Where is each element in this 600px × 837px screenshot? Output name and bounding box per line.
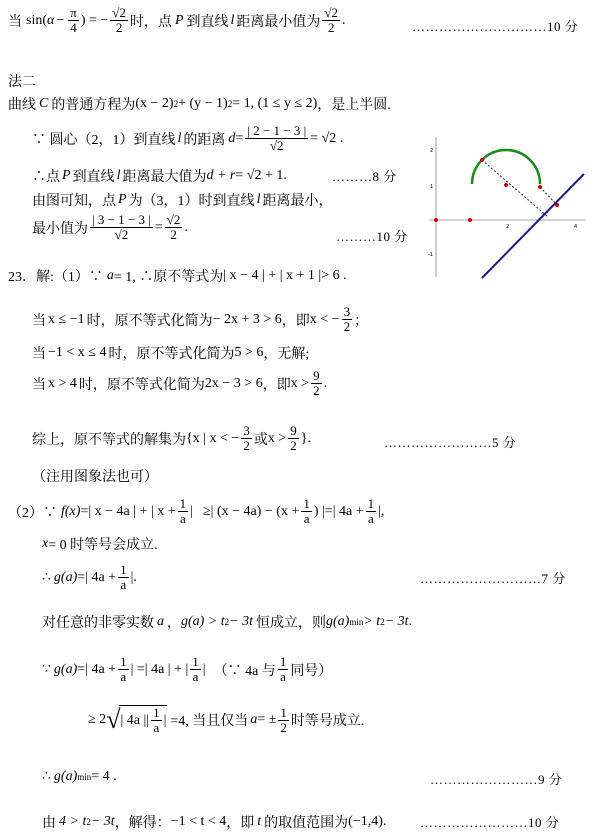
note: （注用图象法也可） [32,470,158,485]
score-10c: ……………………10 分 [420,815,560,830]
line-18 [42,655,332,684]
text: 的普通方程为 [51,98,136,113]
fraction [90,213,153,242]
text: ∴ [42,570,51,585]
numerator: √2 [112,5,126,20]
denominator: a [180,511,186,526]
text: (−1,4) [348,814,383,829]
text: |, [378,503,385,519]
text: | [190,503,193,519]
text: {x | x < − [186,430,240,446]
numerator: 1 [280,704,287,720]
point-right [538,185,542,189]
text: 距离最小， [262,194,333,209]
text: 由 [42,816,56,831]
semicircle-arc [472,150,540,184]
denominator: 2 [343,319,351,334]
fraction [151,706,162,735]
text: 的距离 [183,132,226,148]
fraction [278,706,289,735]
text: |. [130,569,137,585]
text: =| 4a + [77,569,117,585]
text: ，即 [262,377,291,393]
denominator: 4 [70,20,77,35]
text: + (y − 1) [178,96,228,111]
numerator: √2 [324,5,339,20]
text: − 3t [229,614,254,629]
text: }. [300,430,311,446]
text: − [56,12,65,28]
line-9 [32,305,368,334]
text: = 0 时等号会成立. [48,538,158,553]
point-top [480,158,484,162]
text: α [47,12,55,28]
numerator: 3 [243,423,250,438]
text: 23．解:（1）∵ [8,270,103,285]
score-5: ……………………5 分 [384,435,517,450]
text: x < − [309,311,340,327]
point-x1 [468,218,472,222]
tangent-line [482,174,584,278]
text: ∵ [42,662,51,677]
line-21 [42,812,386,832]
text: 4 > t [59,814,87,829]
text: x > [267,430,287,446]
fraction [118,655,129,684]
text: f(x) [61,503,81,519]
text: 2 [173,99,179,109]
point-center [504,183,508,187]
text: sin( [26,12,47,28]
text: 最小值为 [32,221,88,237]
text: 综上，原不等式的解集为 [32,432,186,448]
numerator: 1 [192,654,199,669]
text: = 1, (1 ≤ y ≤ 2) [232,96,318,111]
score-10b: ………10 分 [336,229,408,244]
text: 到直线 [72,170,115,185]
line-3 [8,94,391,114]
denominator: a [192,669,199,684]
text: g(a) [326,614,350,629]
tick-x-2: 2 [506,224,510,230]
fraction [311,369,322,398]
fraction [110,6,128,35]
fraction [118,563,129,592]
numerator: 9 [290,423,297,438]
text: − 3t [384,614,409,629]
text: 当 [32,377,46,393]
text: 2 [224,617,230,627]
line-15 [42,534,158,554]
fraction [322,6,340,35]
numerator: | 3 − 1 − 3 | [92,212,151,227]
line-7 [32,213,188,242]
text: x ≤ −1 [48,311,85,327]
text: 为（3，1）时到直线 [128,194,255,209]
text: min [349,617,364,627]
text: l [230,12,235,28]
text: 时，原不等式化简为 [78,377,205,393]
score-10: …………………………10 分 [412,19,579,34]
text: 当 [32,347,46,362]
line-5 [32,166,287,186]
line-20 [42,768,117,785]
text: ≥| (x − 4a) − (x + [202,503,300,519]
text: 距离最大值为 [122,170,207,185]
score-9: ……………………9 分 [430,772,563,787]
line-17 [42,612,412,632]
fraction [366,497,377,526]
numerator: 1 [303,496,310,511]
text: | [163,713,167,728]
tick-y-neg1: -1 [428,252,433,258]
text: . [342,12,346,28]
numerator: 9 [313,368,320,383]
line-4 [32,124,343,153]
text: | 4a || [120,713,150,728]
text: = √2 . [310,130,344,146]
text: 到直线 [186,14,229,30]
text: 时，点 [129,14,172,30]
fraction [278,655,289,684]
text: = [235,130,244,146]
denominator: a [120,577,127,592]
denominator: a [120,669,127,684]
line-1 [8,6,346,35]
text: 2 [380,617,385,627]
text: ) |=| 4a + [313,503,364,519]
score-7: ………………………7 分 [420,571,566,586]
denominator: 2 [170,227,177,242]
text: . [184,219,188,235]
numerator: 1 [179,496,187,511]
text: − 3t [90,814,115,829]
text: 对任意的非零实数 [42,616,154,631]
radical-icon: √ [106,705,121,734]
line-12 [32,424,311,453]
text: =| x − 4a | + | x + [80,503,176,519]
tick-x-4: 4 [574,224,578,230]
numerator: 3 [343,304,351,319]
text: ，即 [226,816,255,831]
text: 2x − 3 > 6 [204,375,263,391]
text: g(a) > t [181,614,225,629]
radicand [119,705,167,735]
text: −1 < t < 4 [170,814,227,829]
dash-max [482,160,548,217]
text: ，解得： [114,816,171,831]
text: | =| 4a | + | [130,661,189,677]
text: l [177,130,182,146]
denominator: a [367,511,374,526]
line-16 [42,563,137,592]
text: x > [290,375,310,391]
text: d + r [206,168,236,183]
numerator: 1 [120,654,127,669]
denominator: 2 [290,438,297,453]
text: −1 < x ≤ 4 [48,345,107,360]
text: （2）∵ [8,505,57,521]
point-origin [434,218,438,222]
text: ∴点 [32,170,60,185]
numerator: π [70,5,77,20]
denominator: 2 [115,20,123,35]
denominator: 2 [243,438,250,453]
point-foot [555,203,559,207]
text: ，是上半圆. [317,98,391,113]
text: x [42,536,49,551]
text: 时，原不等式化简为 [108,347,235,362]
text: = ± [257,712,277,727]
text: a [157,614,164,629]
text: 距离最小值为 [236,14,321,30]
text: 时等号成立. [290,714,365,729]
text: ≥ 2 [88,712,107,727]
fraction [165,213,183,242]
text: ) = − [80,12,109,28]
numerator: | 2 − 1 − 3 | [247,123,307,138]
denominator: √2 [114,227,129,242]
line-11 [32,369,327,398]
text: =4, 当且仅当 [170,714,249,729]
fraction [68,6,79,35]
text: 曲线 [8,98,36,113]
text: （∵ 4a 与 [213,663,276,679]
text: P [174,12,184,28]
text: P [62,168,71,183]
numerator: 1 [279,654,287,669]
numerator: 1 [120,562,127,577]
fraction [301,497,312,526]
text: (x − 2) [135,96,174,111]
text: C [39,96,49,111]
numerator: √2 [166,212,181,227]
denominator: a [303,511,310,526]
numerator: 1 [153,705,160,720]
text: x > 4 [48,375,77,391]
text: g(a) [53,661,78,677]
text: 或 [253,432,268,448]
denominator: 2 [327,20,335,35]
denominator: a [153,720,160,735]
text: t [257,814,262,829]
text: ，即 [281,313,310,329]
text: l [256,192,261,207]
text: ∵ 圆心（2，1）到直线 [32,132,176,148]
denominator: 2 [313,383,320,398]
line-10 [32,343,309,363]
text: = 4 . [91,768,117,784]
text: ， [167,616,181,631]
text: = √2 + 1. [235,168,287,183]
text: min [77,771,92,782]
text: 恒成立，则 [256,616,327,631]
text: ，无解; [263,347,310,362]
denominator: √2 [269,138,284,153]
text: 当 [8,14,22,30]
text: g(a) [53,569,78,585]
tick-y-2: 2 [430,148,434,154]
text: a [250,712,258,727]
text: 的取值范围为 [264,816,349,831]
text: . [408,614,413,629]
text: 由图可知，点 [32,194,116,209]
text: . [382,814,387,829]
text: 同号） [290,663,333,679]
fraction [342,305,353,334]
text: | x − 4 | + | x + 1 |> 6 . [223,268,347,283]
text: | [202,661,206,677]
text: 时，原不等式化简为 [86,313,213,329]
denominator: a [280,669,286,684]
fraction [245,124,308,153]
text: P [118,192,127,207]
text: ； [354,313,369,329]
line-6 [32,190,332,210]
text: 5 > 6 [234,345,264,360]
text: 2 [227,99,233,109]
text: ∴ [42,769,51,784]
numerator: 1 [367,496,375,511]
line-19 [88,705,364,735]
tick-y-1: 1 [430,184,434,190]
dash-min [540,187,557,205]
text: 2 [86,817,91,827]
text: a [106,268,114,283]
text: = [154,219,163,235]
denominator: 2 [280,719,287,735]
text: g(a) [53,768,78,784]
fraction [178,497,189,526]
text: > t [363,614,381,629]
line-14 [8,497,384,526]
semicircle-graph [424,132,594,282]
score-8: ………8 分 [332,169,397,184]
text: l [116,168,121,183]
fraction [288,424,299,453]
text: d [228,130,236,146]
fraction [241,424,252,453]
fraction [190,655,201,684]
method-two-title: 法二 [8,75,36,90]
line-8 [8,266,347,286]
text: − 2x + 3 > 6 [212,311,282,327]
text: 当 [32,313,46,329]
text: = 1, ∴原不等式为 [113,270,224,285]
text: =| 4a + [77,661,117,677]
text: . [323,375,328,391]
